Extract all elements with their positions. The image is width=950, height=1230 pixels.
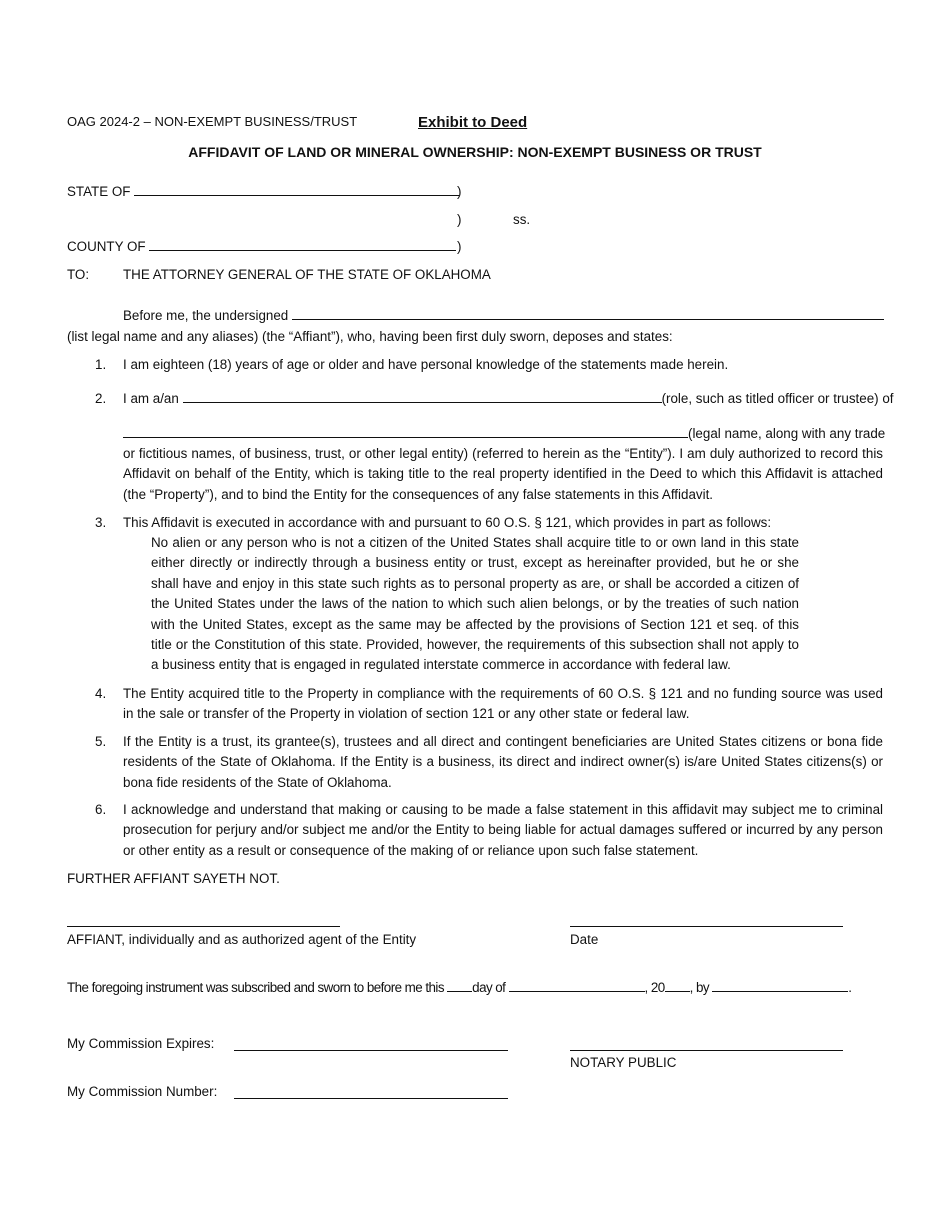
page-title: AFFIDAVIT OF LAND OR MINERAL OWNERSHIP: NON-EXEMPT BUSINESS OR TRUST bbox=[188, 144, 762, 160]
affiant-signature-line[interactable] bbox=[67, 926, 340, 927]
commission-number-field[interactable] bbox=[234, 1098, 508, 1099]
item-number: 4. bbox=[95, 686, 107, 701]
exhibit-title: Exhibit to Deed bbox=[418, 114, 528, 131]
role-field[interactable] bbox=[183, 390, 662, 403]
date-label: Date bbox=[570, 932, 599, 947]
item-2-legal-note: (legal name, along with any trade bbox=[688, 426, 886, 441]
state-field[interactable] bbox=[134, 183, 459, 196]
item-2-role-row bbox=[123, 389, 894, 409]
item-2-text: or fictitious names, of business, trust, or other legal entity) (referred to herein as the “Entity”). I am duly authorized to record this Affidavit on behalf of the Entity, which is taking title to the real property identified in the Deed to which this Affidavit is attached (the “Property”), and to bind the Entity for the consequences of any false statements in this Affidavit. bbox=[123, 446, 883, 502]
form-id: OAG 2024-2 – NON-EXEMPT BUSINESS/TRUST bbox=[67, 114, 358, 129]
state-row bbox=[67, 182, 462, 202]
to-label: TO: bbox=[67, 267, 90, 282]
item-1-text: I am eighteen (18) years of age or older and have personal knowledge of the statements made herein. bbox=[123, 357, 729, 372]
statute-quote: No alien or any person who is not a citizen of the United States shall acquire title to or own land in this state either directly or indirectly through a business entity or trust, except as hereinafter provided, but he or she shall have and enjoy in this state such rights as to personal property as are, or shall be accorded a citizen of the United States under the laws of the nation to which such alien belongs, or by the treaties of such nation with the United States, except as the same may be affected by the provisions of Section 121 et seq. of this title or the Constitution of this state. Provided, however, the requirements of this subsection shall not apply to a business entity that is engaged in regulated interstate commerce in accordance with federal law. bbox=[151, 535, 799, 673]
jurat-year-field[interactable] bbox=[665, 979, 690, 992]
jurat-text-4: , by bbox=[689, 980, 710, 995]
paren-3: ) bbox=[457, 239, 462, 254]
jurat-month-field[interactable] bbox=[509, 979, 645, 992]
county-row bbox=[67, 237, 456, 257]
jurat-text-3: , 20 bbox=[644, 980, 665, 995]
jurat-text-2: day of bbox=[472, 980, 506, 995]
item-number: 5. bbox=[95, 734, 107, 749]
affiant-label: AFFIANT, individually and as authorized agent of the Entity bbox=[67, 932, 417, 947]
item-number: 6. bbox=[95, 802, 107, 817]
date-signature-line[interactable] bbox=[570, 926, 843, 927]
paren-1: ) bbox=[457, 184, 462, 199]
to-value: THE ATTORNEY GENERAL OF THE STATE OF OKLAHOMA bbox=[123, 267, 491, 282]
jurat-text-1: The foregoing instrument was subscribed and sworn to before me this bbox=[67, 980, 444, 995]
item-6-text: I acknowledge and understand that making or causing to be made a false statement in this affidavit may subject me to criminal prosecution for perjury and/or subject me and/or the Entity to being liable for actual damages suffered or incurred by any person or other entity as a result or consequence of the making of or reliance upon such false statement. bbox=[123, 802, 883, 858]
item-2-legal-row bbox=[123, 424, 885, 444]
affiant-name-field[interactable] bbox=[292, 307, 884, 320]
item-3-text: This Affidavit is executed in accordance with and pursuant to 60 O.S. § 121, which provides in part as follows: bbox=[123, 515, 772, 530]
jurat-text-5: . bbox=[848, 980, 852, 995]
affiant-note: (list legal name and any aliases) (the “Affiant”), who, having been first duly sworn, deposes and states: bbox=[67, 329, 673, 344]
further-affiant: FURTHER AFFIANT SAYETH NOT. bbox=[67, 871, 280, 886]
ss-label: ss. bbox=[513, 212, 531, 227]
paren-2: ) bbox=[457, 212, 462, 227]
state-label: STATE OF bbox=[67, 184, 131, 199]
item-number: 1. bbox=[95, 357, 107, 372]
jurat-day-field[interactable] bbox=[447, 979, 472, 992]
notary-label: NOTARY PUBLIC bbox=[570, 1055, 677, 1070]
jurat-row bbox=[67, 978, 851, 998]
jurat-by-field[interactable] bbox=[712, 979, 848, 992]
county-field[interactable] bbox=[149, 238, 456, 251]
before-me-text: Before me, the undersigned bbox=[123, 308, 289, 323]
commission-number-label: My Commission Number: bbox=[67, 1084, 218, 1099]
commission-expires-label: My Commission Expires: bbox=[67, 1036, 215, 1051]
item-4-text: The Entity acquired title to the Property in compliance with the requirements of 60 O.S. § 121 and no funding source was used in the sale or transfer of the Property in violation of section 121 or any other state or federal law. bbox=[123, 686, 883, 722]
commission-expires-field[interactable] bbox=[234, 1050, 508, 1051]
item-number: 3. bbox=[95, 515, 107, 530]
entity-legal-name-field[interactable] bbox=[123, 425, 688, 438]
item-number: 2. bbox=[95, 391, 107, 406]
item-2-prefix: I am a/an bbox=[123, 391, 179, 406]
notary-signature-line[interactable] bbox=[570, 1050, 843, 1051]
item-2-role-note: (role, such as titled officer or trustee) of bbox=[661, 391, 894, 406]
item-5-text: If the Entity is a trust, its grantee(s), trustees and all direct and contingent beneficiaries are United States citizens or bona fide residents of the State of Oklahoma. If the Entity is a business, its direct and indirect owner(s) is/are United States citizens(s) or bona fide residents of the State of Oklahoma. bbox=[123, 734, 883, 790]
county-label: COUNTY OF bbox=[67, 239, 146, 254]
before-me-row bbox=[123, 306, 884, 326]
